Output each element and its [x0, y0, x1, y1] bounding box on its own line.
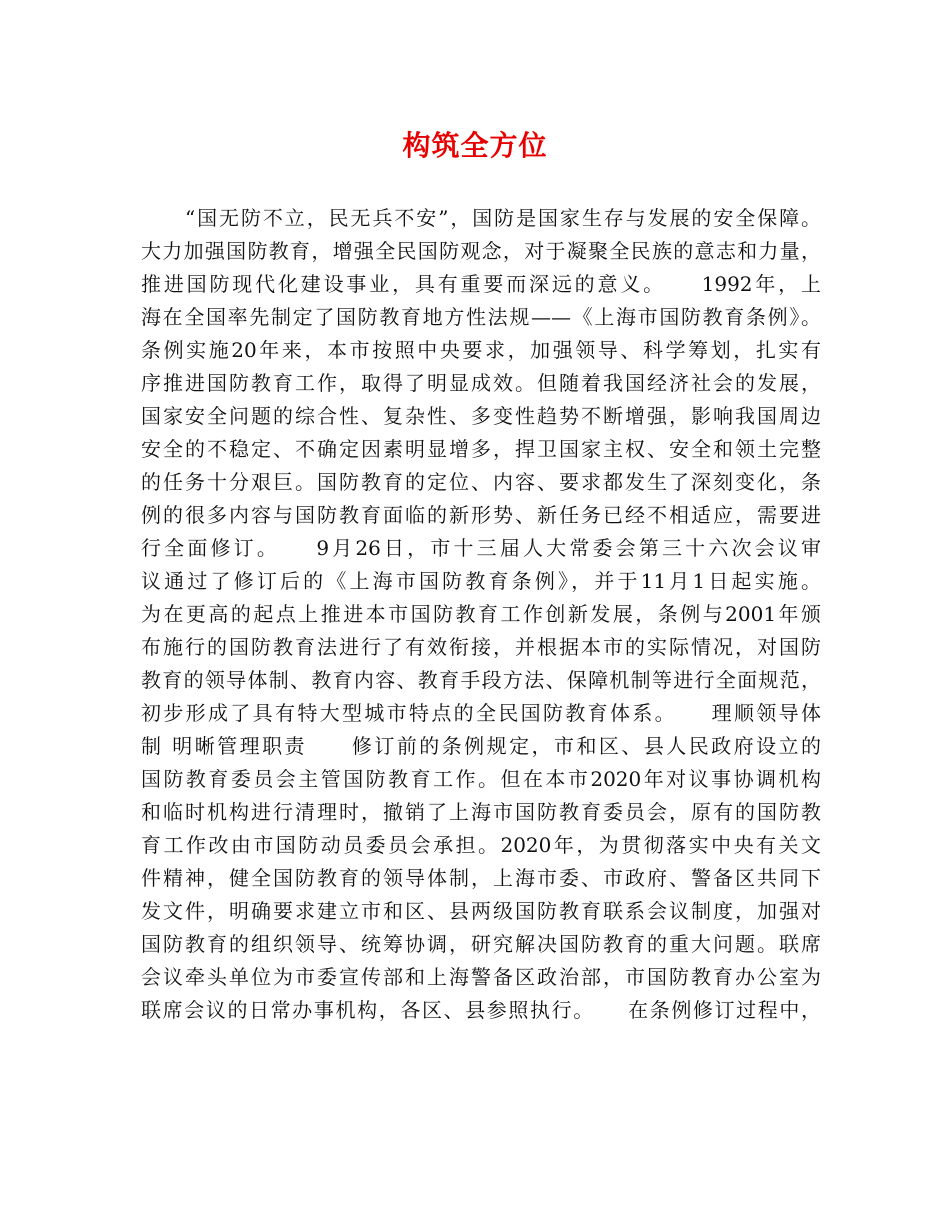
body-line: 教育的领导体制、教育内容、教育手段方法、保障机制等进行全面规范，: [141, 668, 821, 692]
body-line: 的任务十分艰巨。国防教育的定位、内容、要求都发生了深刻变化，条: [141, 470, 821, 494]
body-line: 国防教育委员会主管国防教育工作。但在本市2020年对议事协调机构: [141, 767, 821, 791]
body-line: 条例实施20年来，本市按照中央要求，加强领导、科学筹划，扎实有: [141, 338, 821, 362]
body-line: 序推进国防教育工作，取得了明显成效。但随着我国经济社会的发展，: [141, 371, 821, 395]
body-line: 海在全国率先制定了国防教育地方性法规——《上海市国防教育条例》。: [141, 305, 821, 329]
body-line: 行全面修订。 9月26日，市十三届人大常委会第三十六次会议审: [141, 536, 821, 560]
document-title: 构筑全方位: [402, 129, 548, 162]
body-line: 大力加强国防教育，增强全民国防观念，对于凝聚全民族的意志和力量，: [141, 239, 821, 263]
body-line: 发文件，明确要求建立市和区、县两级国防教育联系会议制度，加强对: [141, 899, 821, 923]
body-line: 件精神，健全国防教育的领导体制，上海市委、市政府、警备区共同下: [141, 866, 821, 890]
body-line: 例的很多内容与国防教育面临的新形势、新任务已经不相适应，需要进: [141, 503, 821, 527]
body-line: 和临时机构进行清理时，撤销了上海市国防教育委员会，原有的国防教: [141, 800, 821, 824]
body-line: 初步形成了具有特大型城市特点的全民国防教育体系。 理顺领导体: [141, 701, 821, 725]
body-line: 议通过了修订后的《上海市国防教育条例》，并于11月1日起实施。: [141, 569, 821, 593]
body-line: 联席会议的日常办事机构，各区、县参照执行。 在条例修订过程中，: [141, 998, 821, 1022]
body-line: 推进国防现代化建设事业，具有重要而深远的意义。 1992年，上: [141, 272, 821, 296]
body-line: 安全的不稳定、不确定因素明显增多，捍卫国家主权、安全和领土完整: [141, 437, 821, 461]
body-line: 会议牵头单位为市委宣传部和上海警备区政治部，市国防教育办公室为: [141, 965, 821, 989]
body-line: 为在更高的起点上推进本市国防教育工作创新发展，条例与2001年颁: [141, 602, 821, 626]
body-line: 国防教育的组织领导、统筹协调，研究解决国防教育的重大问题。联席: [141, 932, 821, 956]
document-body: [141, 202, 821, 1027]
body-line: 制 明晰管理职责 修订前的条例规定，市和区、县人民政府设立的: [141, 734, 821, 758]
body-line: “国无防不立，民无兵不安”，国防是国家生存与发展的安全保障。: [185, 206, 821, 230]
body-line: 国家安全问题的综合性、复杂性、多变性趋势不断增强，影响我国周边: [141, 404, 821, 428]
body-line: 育工作改由市国防动员委员会承担。2020年，为贯彻落实中央有关文: [141, 833, 821, 857]
body-line: 布施行的国防教育法进行了有效衔接，并根据本市的实际情况，对国防: [141, 635, 821, 659]
